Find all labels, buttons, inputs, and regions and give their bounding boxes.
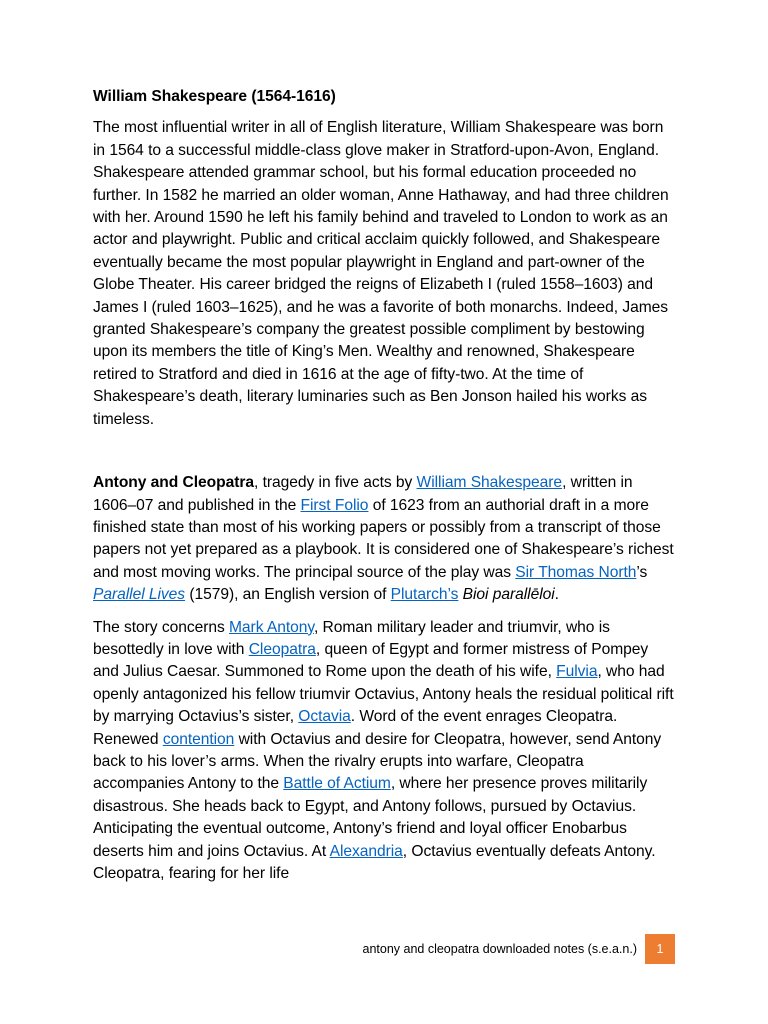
parallel-lives-italic: Parallel Lives <box>93 586 186 604</box>
link-cleopatra[interactable]: Cleopatra <box>248 640 316 658</box>
story-text-4: , who had openly antagonized his fellow triumvir Octavius, Antony heals the residual political rift by marrying Octavius’s sister, <box>93 663 674 726</box>
link-plutarch[interactable]: Plutarch’s <box>390 586 459 604</box>
story-text-5: . Word of the event enrages Cleopatra. Renewed <box>93 708 618 748</box>
page-number-badge: 1 <box>645 934 675 964</box>
bioi-paralleloi: Bioi parallēloi <box>462 586 555 604</box>
intro-text-5: (1579), an English version of <box>185 586 391 604</box>
link-william-shakespeare[interactable]: William Shakespeare <box>416 474 563 492</box>
story-text-3: , queen of Egypt and former mistress of Pompey and Julius Caesar. Summoned to Rome upon the death of his wife, <box>93 640 649 681</box>
intro-text-1: , tragedy in five acts by <box>254 474 417 492</box>
story-text-7: , where her presence proves militarily disastrous. She heads back to Egypt, and Antony follows, pursued by Octavius. Anticipating the eventual outcome, Antony’s friend and loyal officer Enobarbus deserts him and joins Octavius. At <box>93 775 648 860</box>
story-text-8: , Octavius eventually defeats Antony. Cleopatra, fearing for her life <box>93 842 656 882</box>
page-title: William Shakespeare (1564-1616) <box>93 88 336 105</box>
link-mark-antony[interactable]: Mark Antony <box>228 618 314 636</box>
intro-paragraph <box>93 472 677 606</box>
biography-paragraph: The most influential writer in all of English literature, William Shakespeare was born in 1564 to a successful middle-class glove maker in Stratford-upon-Avon, England. Shakespeare attended grammar school, but his formal education proceeded no further. In 1582 he married an older woman, Anne Hathaway, and had three children with her. Around 1590 he left his family behind and traveled to London to work as an actor and playwright. Public and critical acclaim quickly followed, and Shakespeare eventually became the most popular playwright in England and part-owner of the Globe Theater. His career bridged the reigns of Elizabeth I (ruled 1558–1603) and James I (ruled 1603–1625), and he was a favorite of both monarchs. Indeed, James granted Shakespeare’s company the greatest possible compliment by bestowing upon its members the title of King’s Men. Wealthy and renowned, Shakespeare retired to Stratford and died in 1616 at the age of fifty-two. At the time of Shakespeare’s death, literary luminaries such as Ben Jonson hailed his works as timeless. <box>93 119 669 428</box>
play-title: Antony and Cleopatra <box>93 474 255 492</box>
link-contention[interactable]: contention <box>162 730 235 748</box>
intro-text-3: of 1623 from an authorial draft in a more finished state than most of his working papers or possibly from a transcript of those papers not yet prepared as a playbook. It is considered one of Shakespeare’s richest and most moving works. The principal source of the play was <box>93 496 674 581</box>
footer-text: antony and cleopatra downloaded notes (s.e.a.n.) <box>362 942 637 956</box>
link-alexandria[interactable]: Alexandria <box>329 842 403 860</box>
story-text-1: The story concerns <box>93 618 229 636</box>
intro-text-7: . <box>554 586 559 604</box>
link-fulvia[interactable]: Fulvia <box>556 663 598 681</box>
story-text-6: with Octavius and desire for Cleopatra, however, send Antony back to his lover’s arms. When the rivalry erupts into warfare, Cleopatra accompanies Antony to the <box>93 730 662 793</box>
link-battle-of-actium[interactable]: Battle of Actium <box>283 775 391 793</box>
link-sir-thomas-north[interactable]: Sir Thomas North <box>515 563 637 581</box>
link-first-folio[interactable]: First Folio <box>300 496 369 514</box>
intro-text-2: , written in 1606–07 and published in the <box>93 474 633 514</box>
link-octavia[interactable]: Octavia <box>298 708 351 726</box>
link-parallel-lives[interactable] <box>93 586 185 603</box>
page-footer <box>93 934 675 964</box>
document-body <box>93 86 677 895</box>
story-paragraph <box>93 617 677 886</box>
story-text-2: , Roman military leader and triumvir, who is besottedly in love with <box>93 618 610 658</box>
intro-text-4: ’s <box>636 563 648 581</box>
